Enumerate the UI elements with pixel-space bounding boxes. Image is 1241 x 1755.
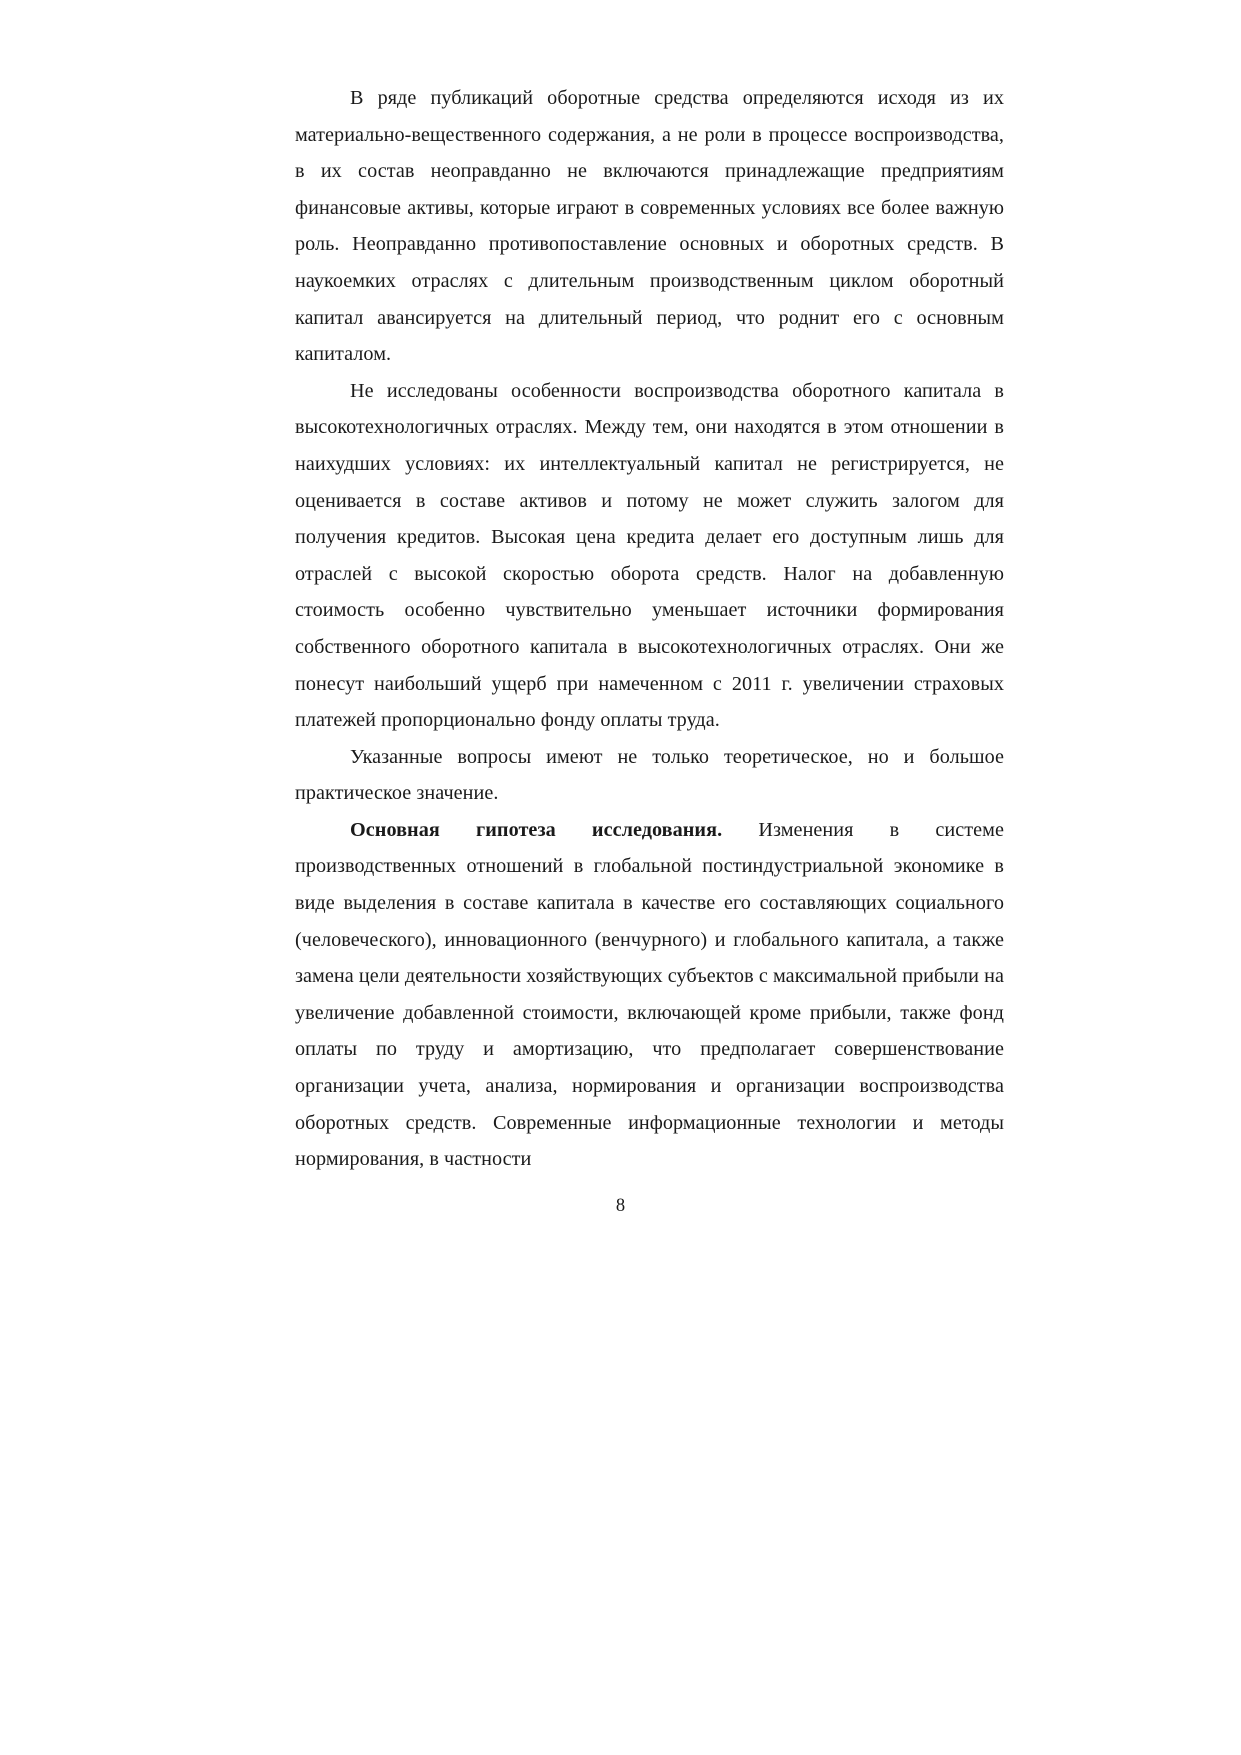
paragraph-3 — [295, 739, 1004, 812]
page-body — [295, 80, 1004, 1178]
paragraph-2-text: Не исследованы особенности воспроизводства оборотного капитала в высокотехнологичных отраслях. Между тем, они находятся в этом отношении в наихудших условиях: их интеллектуальный капитал не регистрируется, не оценивается в составе активов и потому не может служить залогом для получения кредитов. Высокая цена кредита делает его доступным лишь для отраслей с высокой скоростью оборота средств. Налог на добавленную стоимость особенно чувствительно уменьшает источники формирования собственного оборотного капитала в высокотехнологичных отраслях. Они же понесут наибольший ущерб при намеченном с 2011 г. увеличении страховых платежей пропорционально фонду оплаты труда. — [295, 379, 1004, 732]
paragraph-4 — [295, 812, 1004, 1178]
paragraph-1 — [295, 80, 1004, 373]
paragraph-4-lead: Основная гипотеза исследования. — [350, 818, 723, 841]
paragraph-3-text: Указанные вопросы имеют не только теоретическое, но и большое практическое значение. — [295, 745, 1004, 805]
paragraph-4-text: Изменения в системе производственных отношений в глобальной постиндустриальной экономике в виде выделения в составе капитала в качестве его составляющих социального (человеческого), инновационного (венчурного) и глобального капитала, а также замена цели деятельности хозяйствующих субъектов с максимальной прибыли на увеличение добавленной стоимости, включающей кроме прибыли, также фонд оплаты по труду и амортизацию, что предполагает совершенствование организации учета, анализа, нормирования и организации воспроизводства оборотных средств. Современные информационные технологии и методы нормирования, в частности — [295, 818, 1004, 1171]
paragraph-1-text: В ряде публикаций оборотные средства определяются исходя из их материально-вещественного содержания, а не роли в процессе воспроизводства, в их состав неоправданно не включаются принадлежащие предприятиям финансовые активы, которые играют в современных условиях все более важную роль. Неоправданно противопоставление основных и оборотных средств. В наукоемких отраслях с длительным производственным циклом оборотный капитал авансируется на длительный период, что роднит его с основным капиталом. — [295, 87, 1004, 366]
paragraph-2 — [295, 373, 1004, 739]
page-number: 8 — [615, 1196, 626, 1216]
